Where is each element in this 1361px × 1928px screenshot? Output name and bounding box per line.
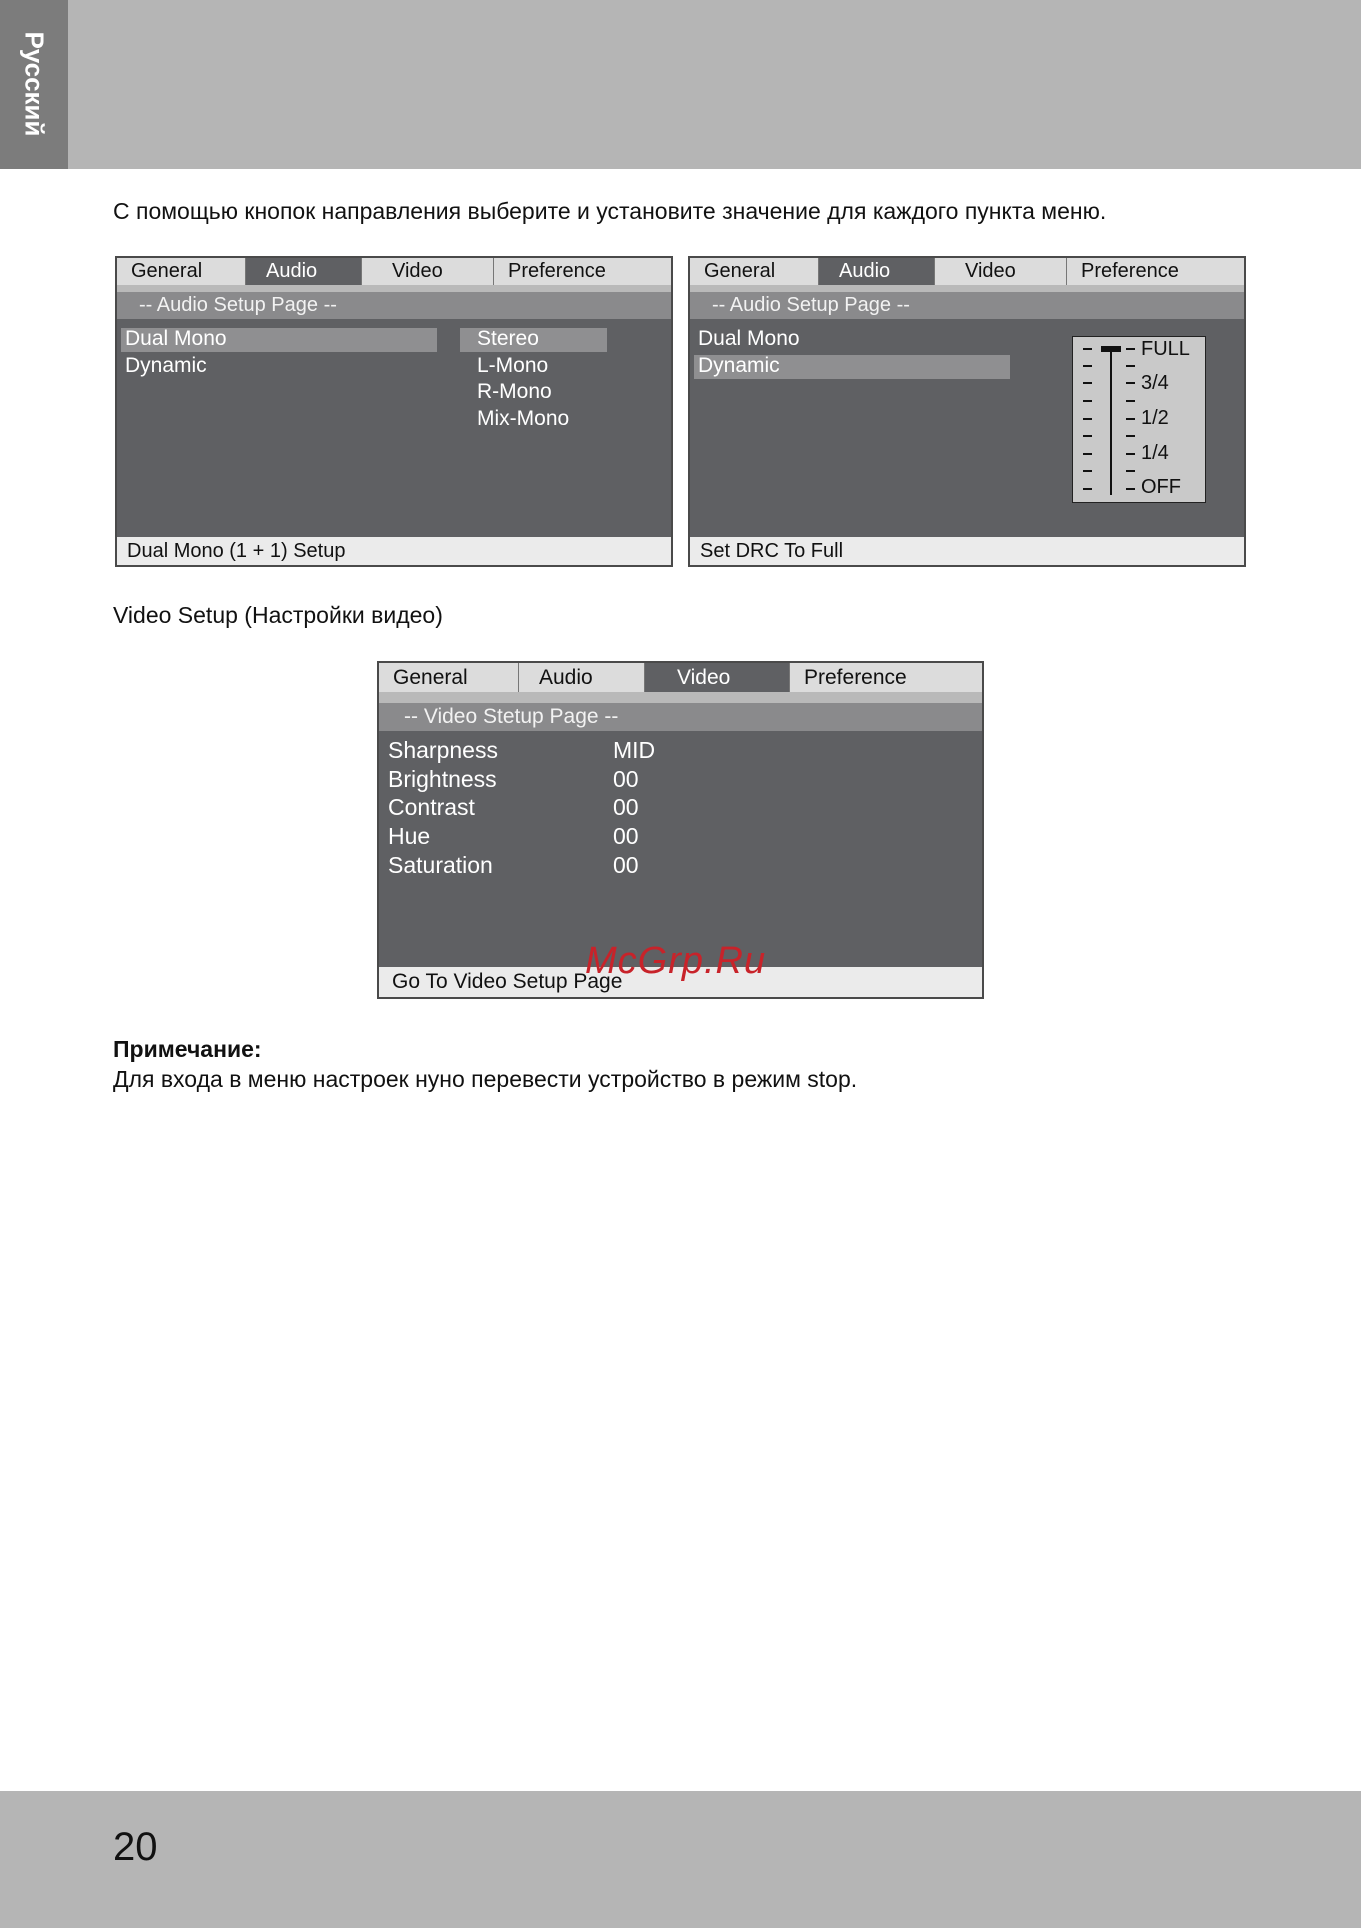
tab-bar: [117, 258, 671, 286]
note-text: Для входа в меню настроек нуно перевести устройство в режим stop.: [113, 1066, 858, 1092]
tab-general[interactable]: General: [117, 258, 246, 285]
audio-setup-panel-dual-mono: [115, 256, 673, 567]
section-title-video-setup: Video Setup (Настройки видео): [113, 602, 443, 628]
option-r-mono[interactable]: R-Mono: [477, 380, 552, 403]
title-strip: [379, 692, 982, 703]
drc-level-1-2: 1/2: [1141, 407, 1169, 429]
audio-setup-panel-dynamic: [688, 256, 1246, 567]
status-bar: Set DRC To Full: [690, 537, 1244, 565]
drc-level-3-4: 3/4: [1141, 372, 1169, 394]
page-title: -- Audio Setup Page --: [117, 292, 671, 319]
status-bar: Go To Video Setup Page: [379, 967, 982, 997]
tab-preference[interactable]: Preference: [508, 260, 606, 282]
setting-label-brightness[interactable]: Brightness: [388, 766, 497, 792]
footer-band: [0, 1791, 1361, 1928]
tab-audio[interactable]: Audio: [519, 663, 645, 692]
setting-value-brightness: 00: [613, 766, 639, 792]
watermark: McGrp.Ru: [585, 940, 767, 982]
header-band: [0, 0, 1361, 169]
setting-value-contrast: 00: [613, 794, 639, 820]
drc-level-1-4: 1/4: [1141, 442, 1169, 464]
drc-level-full: FULL: [1141, 338, 1190, 360]
tab-video[interactable]: Video: [362, 258, 494, 285]
drc-scale-icon: [1073, 337, 1207, 504]
drc-slider[interactable]: [1072, 336, 1206, 503]
page-number: 20: [113, 1825, 158, 1869]
tab-bar: [379, 663, 982, 693]
tab-video[interactable]: Video: [935, 258, 1067, 285]
intro-text: С помощью кнопок направления выберите и установите значение для каждого пункта меню.: [113, 198, 1107, 224]
page-title: -- Video Stetup Page --: [379, 703, 982, 731]
tab-audio[interactable]: Audio: [819, 258, 935, 285]
option-stereo[interactable]: Stereo: [477, 327, 539, 350]
option-mix-mono[interactable]: Mix-Mono: [477, 407, 570, 430]
setting-label-sharpness[interactable]: Sharpness: [388, 737, 498, 763]
tab-general[interactable]: General: [690, 258, 819, 285]
setting-label-contrast[interactable]: Contrast: [388, 794, 475, 820]
setting-label-hue[interactable]: Hue: [388, 823, 431, 849]
tab-preference[interactable]: Preference: [1081, 260, 1179, 282]
tab-general[interactable]: General: [379, 663, 519, 692]
note-title: Примечание:: [113, 1036, 262, 1062]
page-title: -- Audio Setup Page --: [690, 292, 1244, 319]
setting-value-hue: 00: [613, 823, 639, 849]
option-l-mono[interactable]: L-Mono: [477, 354, 549, 377]
status-bar: Dual Mono (1 + 1) Setup: [117, 537, 671, 565]
setting-value-saturation: 00: [613, 852, 639, 878]
menu-item-dynamic[interactable]: Dynamic: [125, 354, 207, 377]
language-label: Русский: [19, 31, 50, 137]
setting-label-saturation[interactable]: Saturation: [388, 852, 493, 878]
menu-item-dual-mono[interactable]: Dual Mono: [698, 327, 800, 350]
tab-video[interactable]: Video: [645, 663, 790, 692]
tab-audio[interactable]: Audio: [246, 258, 362, 285]
language-tab: [0, 0, 68, 169]
tab-preference[interactable]: Preference: [804, 666, 907, 689]
tab-bar: [690, 258, 1244, 286]
drc-level-off: OFF: [1141, 476, 1181, 498]
setting-value-sharpness: MID: [613, 737, 656, 763]
menu-item-dual-mono[interactable]: Dual Mono: [125, 327, 227, 350]
menu-item-dynamic[interactable]: Dynamic: [698, 354, 780, 377]
